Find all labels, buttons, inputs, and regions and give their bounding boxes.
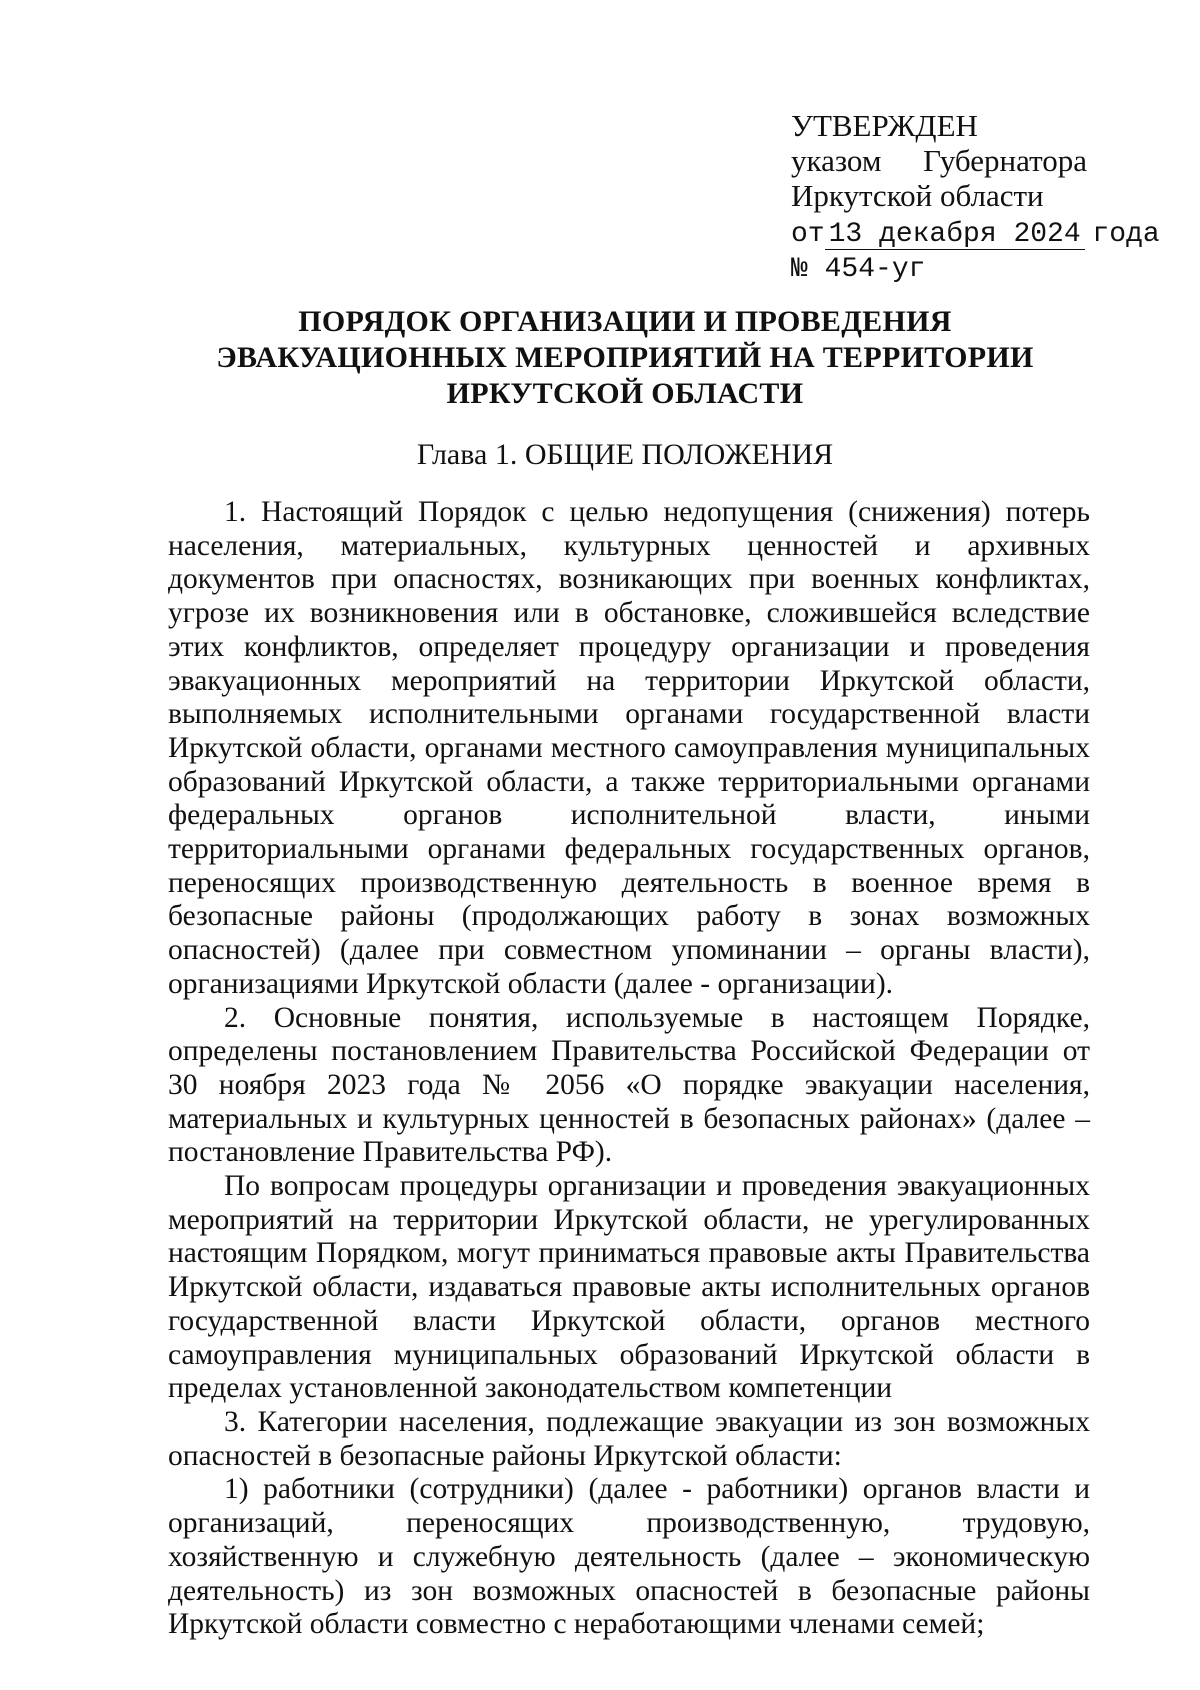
- chapter-heading: Глава 1. ОБЩИЕ ПОЛОЖЕНИЯ: [416, 438, 834, 471]
- region-line: Иркутской области: [791, 178, 1044, 213]
- governor-word: Губернатора: [923, 143, 1087, 178]
- paragraph-3-item-1: 1) работники (сотрудники) (далее - работники) органов власти и организаций, переносящих производственную, трудовую, хозяйственную и служебную деятельность (далее – экономическую деятельность) из зон возможных опасностей в безопасные районы Иркутской области совместно с неработающими членами семей;: [168, 1473, 1090, 1641]
- paragraph-2-continuation: По вопросам процедуры организации и проведения эвакуационных мероприятий на территории Иркутской области, не урегулированных настоящим Порядком, могут приниматься правовые акты Правительства Иркутской области, издаваться правовые акты исполнительных органов государственной власти Иркутской области, органов местного самоуправления муниципальных образований Иркутской области в пределах установленной законодательством компетенции: [168, 1170, 1090, 1405]
- decree-line: [791, 143, 1087, 178]
- title-line-2: ЭВАКУАЦИОННЫХ МЕРОПРИЯТИЙ НА ТЕРРИТОРИИ: [216, 341, 1034, 374]
- paragraph-2: 2. Основные понятия, используемые в настоящем Порядке, определены постановлением Правительства Российской Федерации от 30 ноября 2023 года № 2056 «О порядке эвакуации населения, материальных и культурных ценностей в безопасных районах» (далее – постановление Правительства РФ).: [168, 1001, 1090, 1169]
- decree-number: № 454-уг: [791, 254, 926, 285]
- date-suffix: года: [1092, 219, 1160, 250]
- paragraph-1: 1. Настоящий Порядок с целью недопущения (снижения) потерь населения, материальных, культурных ценностей и архивных документов при опасностях, возникающих при военных конфликтах, угрозе их возникновения или в обстановке, сложившейся вследствие этих конфликтов, определяет процедуру организации и проведения эвакуационных мероприятий на территории Иркутской области, выполняемых исполнительными органами государственной власти Иркутской области, органами местного самоуправления муниципальных образований Иркутской области, а также территориальными органами федеральных органов исполнительной власти, иными территориальными органами федеральных государственных органов, переносящих производственную деятельность в военное время в безопасные районы (продолжающих работу в зонах возможных опасностей) (далее при совместном упоминании – органы власти), организациями Иркутской области (далее - организации).: [168, 496, 1090, 1000]
- approved-label: УТВЕРЖДЕН: [791, 108, 978, 143]
- approval-block: [791, 108, 1160, 287]
- date-line: [791, 213, 1160, 252]
- title-line-3: ИРКУТСКОЙ ОБЛАСТИ: [446, 377, 804, 410]
- decree-word: указом: [791, 143, 882, 178]
- title-line-1: ПОРЯДОК ОРГАНИЗАЦИИ И ПРОВЕДЕНИЯ: [298, 305, 952, 338]
- document-body: [168, 496, 1090, 1642]
- document-title: [150, 304, 1100, 412]
- date-value: 13 декабря 2024: [825, 221, 1085, 250]
- paragraph-3: 3. Категории населения, подлежащие эвакуации из зон возможных опасностей в безопасные районы Иркутской области:: [168, 1405, 1090, 1472]
- date-prefix: от: [791, 219, 825, 250]
